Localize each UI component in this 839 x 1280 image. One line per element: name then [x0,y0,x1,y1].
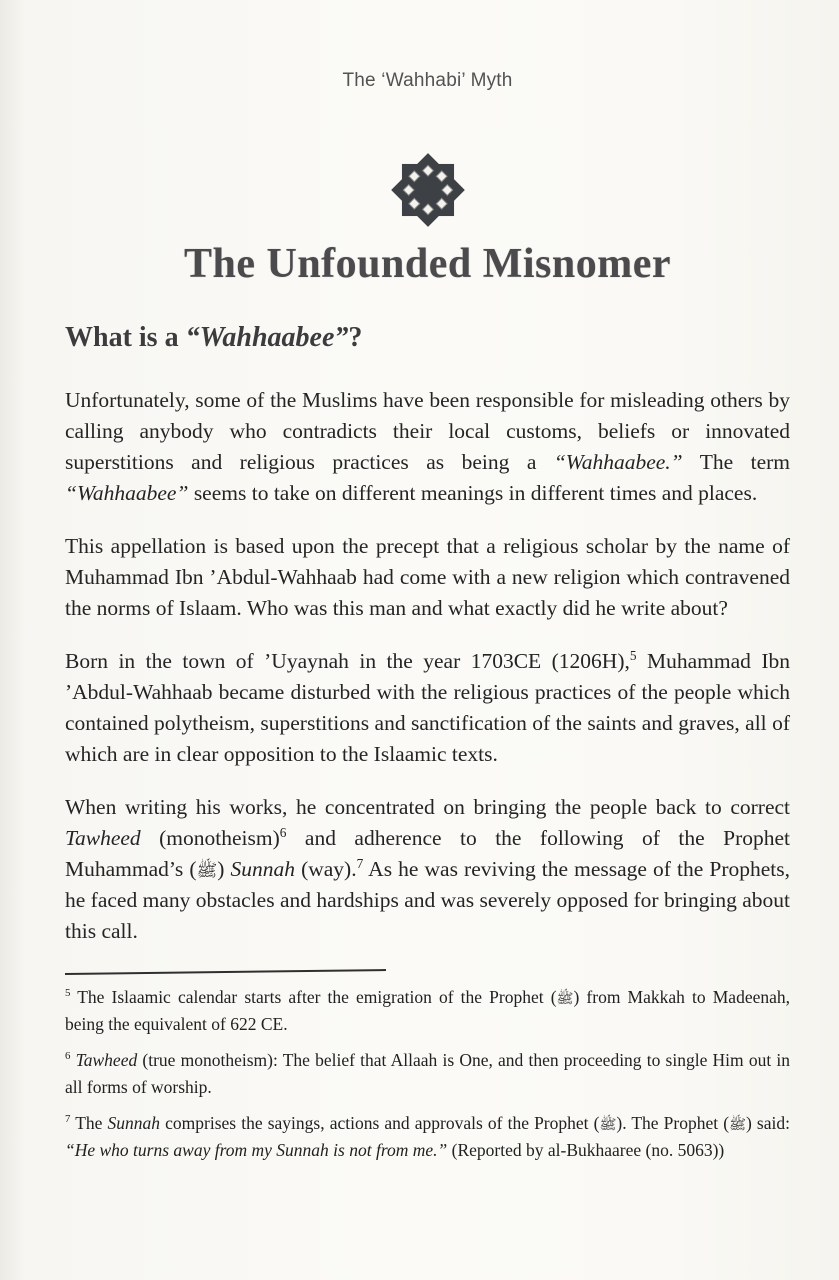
paragraph-4: When writing his works, he concentrated on bringing the people back to correct Tawheed (monotheism)$^6$ and adherence to the following of the Prophet Muhammad’s (ﷺ) Sunnah (way).$^7$ As he was reviving the message of the Prophets, he faced many obstacles and hardships and was severely opposed for bringing about this call. [65,795,790,943]
footnote-7: $^7$ The Sunnah comprises the sayings, actions and approvals of the Prophet (ﷺ). The Prophet (ﷺ) said: “He who turns away from my Sunnah is not from me.” (Reported by al-Bukhaaree (no. 5063)) [65,1113,790,1160]
paragraph-1: Unfortunately, some of the Muslims have been responsible for misleading others by calling anybody who contradicts their local customs, beliefs or innovated superstitions and religious practices as being a “Wahhaabee.” The term “Wahhaabee” seems to take on different meanings in different times and places. [65,388,791,505]
running-header: The ‘Wahhabi’ Myth [342,70,513,91]
body-text [65,385,790,947]
paragraph-3: Born in the town of ’Uyaynah in the year 1703CE (1206H),$^5$ Muhammad Ibn ’Abdul-Wahhaab became disturbed with the religious practices of the people which contained polytheism, superstitions and sanctification of the saints and graves, all of which are in clear opposition to the Islaamic texts. [65,647,790,766]
paragraph-2: This appellation is based upon the precept that a religious scholar by the name of Muhammad Ibn ’Abdul-Wahhaab had come with a new religion which contravened the norms of Islaam. Who was this man and what exactly did he write about? [65,534,790,620]
footnote-5: $^5$ The Islaamic calendar starts after the emigration of the Prophet (ﷺ) from Makkah to Madeenah, being the equivalent of 622 CE. [65,987,790,1034]
footnote-6: $^6$ Tawheed (true monotheism): The belief that Allaah is One, and then proceeding to single Him out in all forms of worship. [65,1050,791,1097]
section-heading: What is a “Wahhaabee”? [65,322,363,353]
footnote-separator [65,969,386,975]
chapter-title: The Unfounded Misnomer [183,241,672,287]
eight-pointed-star-icon [65,148,790,232]
footnotes [65,984,790,1164]
